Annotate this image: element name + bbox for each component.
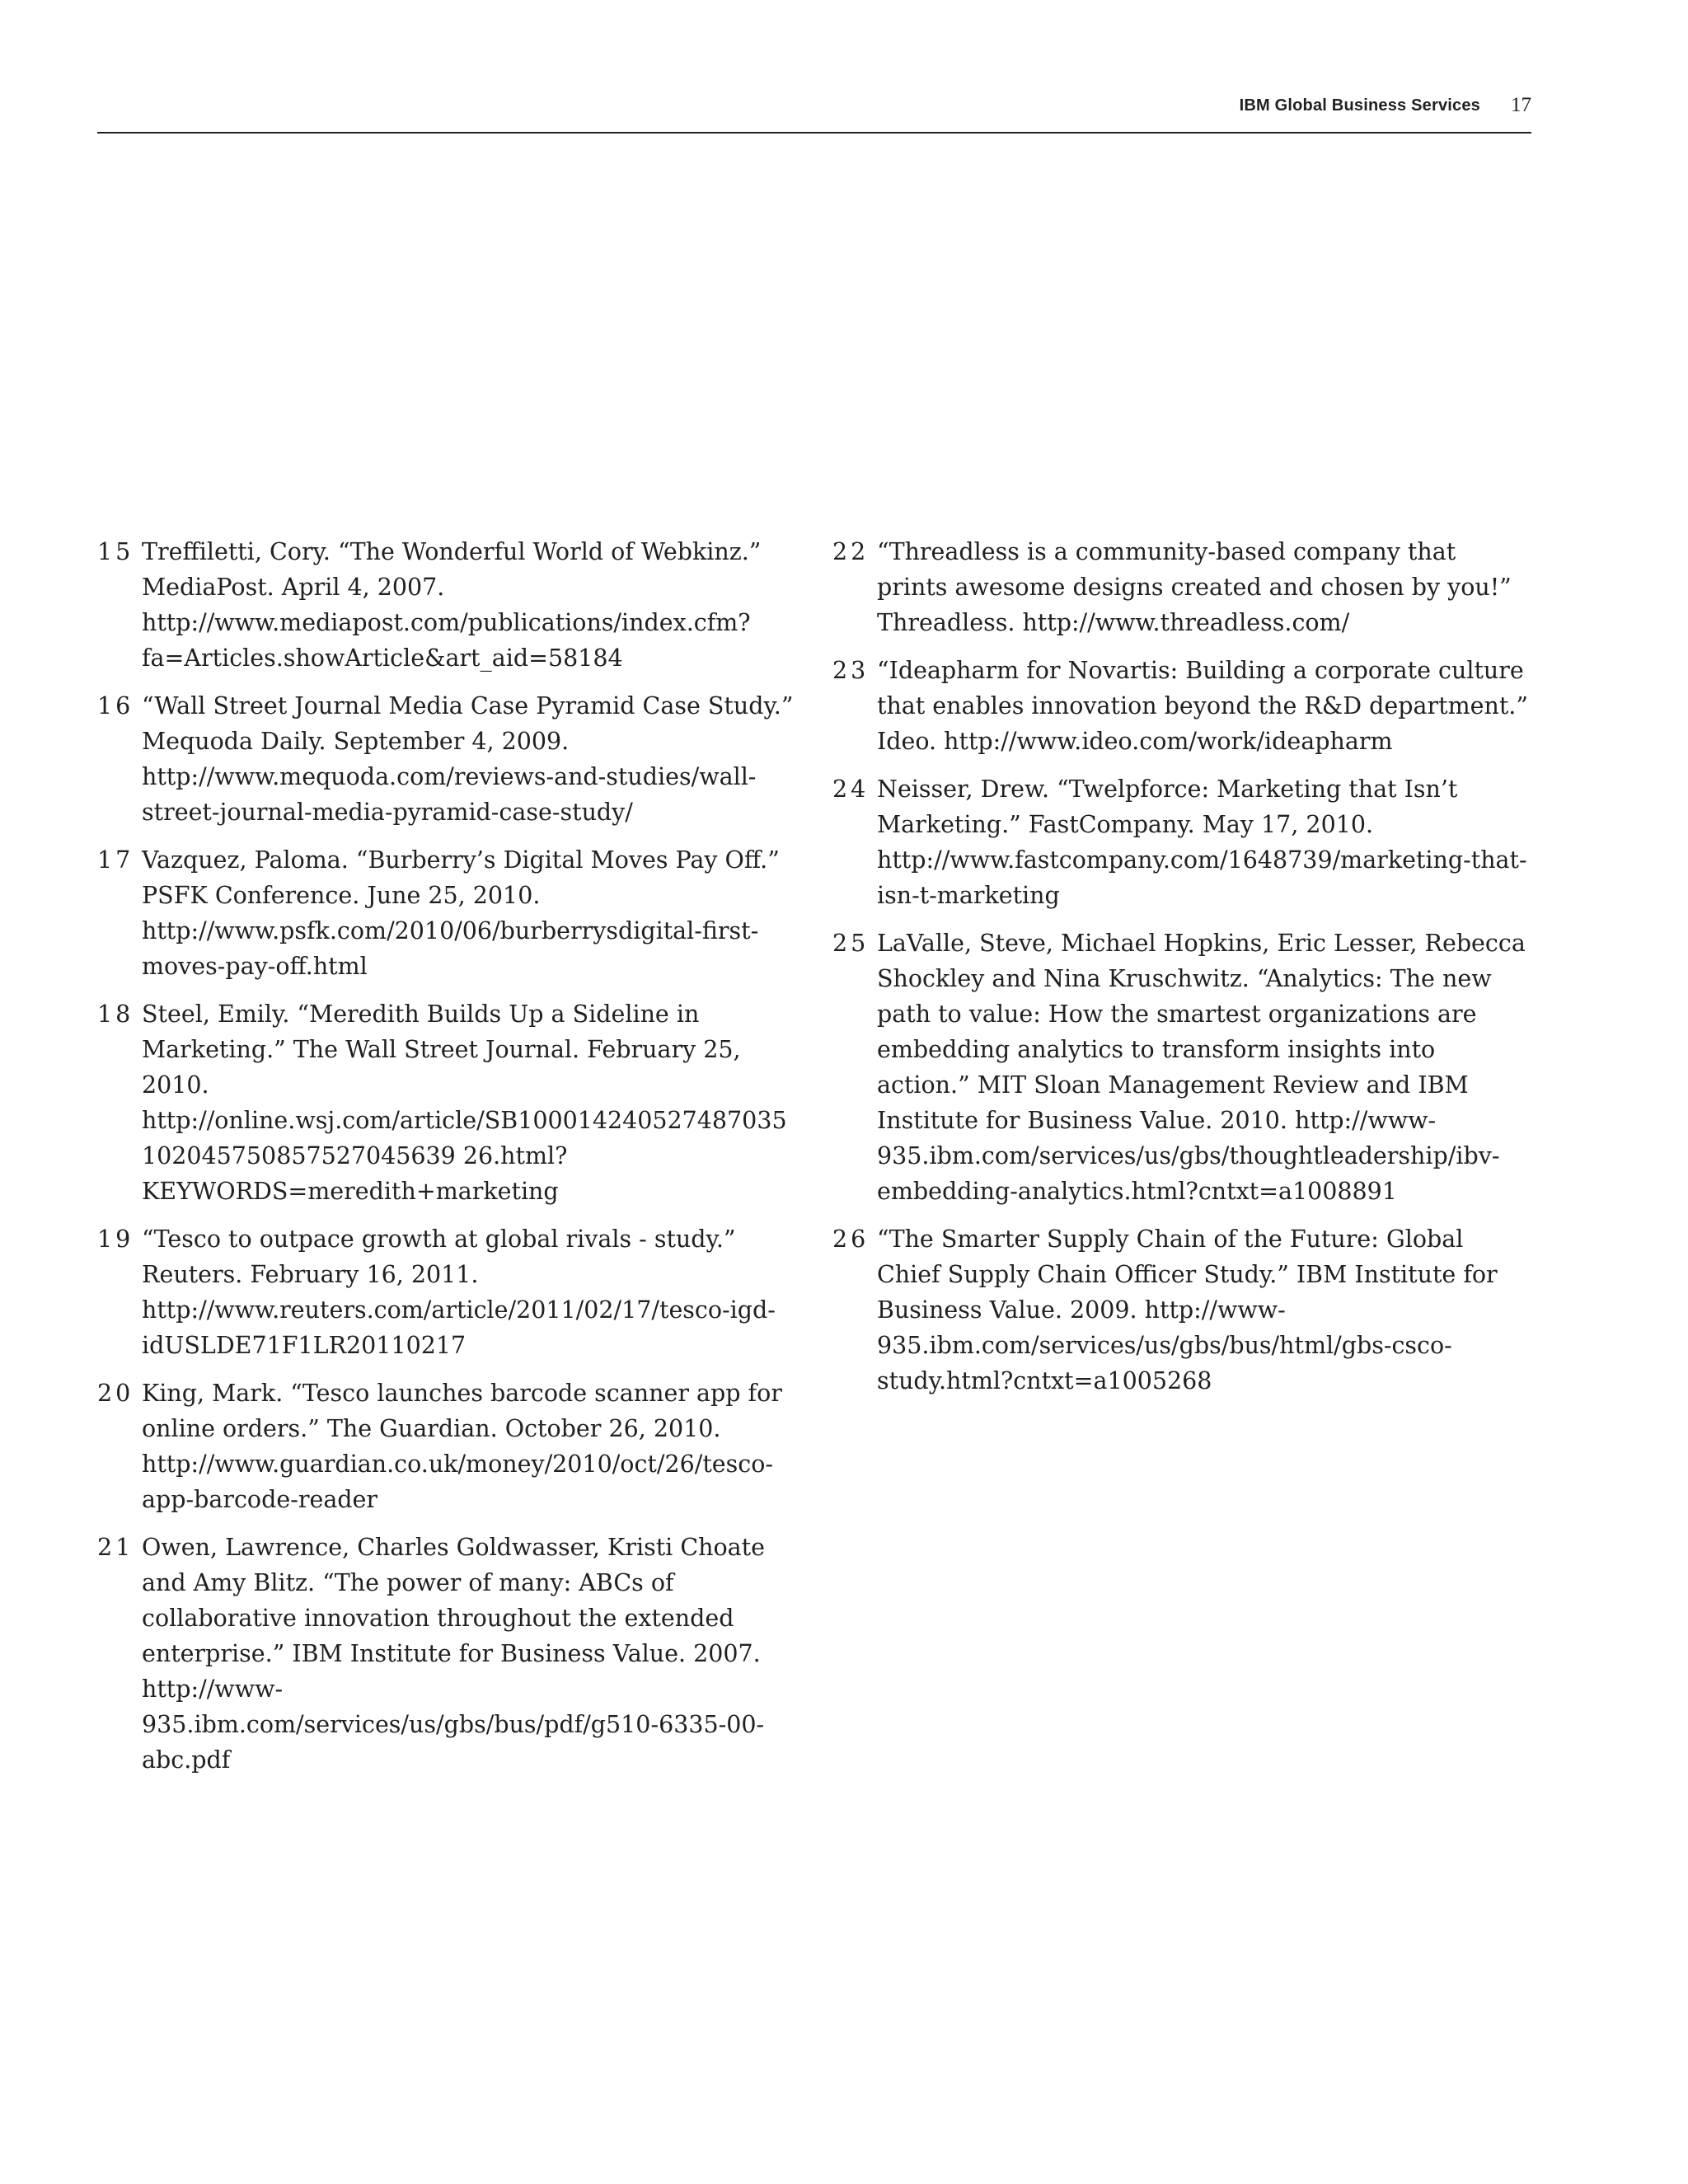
reference-text: “Wall Street Journal Media Case Pyramid Case Study.” Mequoda Daily. September 4, 2009. http://www.mequoda.com/reviews-and-studies/wall-street-journal-media-pyramid-case-study/	[142, 692, 794, 826]
reference-number: 22	[832, 538, 870, 565]
reference-text: King, Mark. “Tesco launches barcode scanner app for online orders.” The Guardian. October 26, 2010. http://www.guardian.co.uk/money/2010/oct/26/tesco-app-barcode-reader	[142, 1380, 782, 1513]
reference-18	[97, 996, 798, 1209]
reference-number: 21	[97, 1534, 134, 1561]
reference-number: 17	[97, 846, 134, 874]
references-left-column	[97, 534, 798, 1790]
reference-number: 18	[97, 1001, 134, 1028]
reference-26	[832, 1221, 1533, 1399]
reference-text: Steel, Emily. “Meredith Builds Up a Sideline in Marketing.” The Wall Street Journal. February 25, 2010. http://online.wsj.com/article/SB100014240527487035102045750857527045639 26.html?KEYWORDS=meredith+marketing	[142, 1001, 787, 1205]
reference-number: 16	[97, 692, 134, 719]
reference-22	[832, 534, 1533, 640]
reference-25	[832, 926, 1533, 1209]
reference-number: 26	[832, 1226, 870, 1253]
reference-21	[97, 1530, 798, 1778]
reference-text: “The Smarter Supply Chain of the Future: Global Chief Supply Chain Officer Study.” IBM Institute for Business Value. 2009. http://www-935.ibm.com/services/us/gbs/bus/html/gbs-csco-study.html?cntxt=a1005268	[877, 1226, 1498, 1394]
reference-19	[97, 1221, 798, 1363]
reference-number: 24	[832, 776, 870, 803]
header-title: IBM Global Business Services	[1239, 96, 1480, 115]
reference-number: 25	[832, 930, 870, 957]
reference-text: “Ideapharm for Novartis: Building a corporate culture that enables innovation beyond the R&D department.” Ideo. http://www.ideo.com/work/ideapharm	[877, 657, 1528, 755]
reference-text: Neisser, Drew. “Twelpforce: Marketing that Isn’t Marketing.” FastCompany. May 17, 2010. http://www.fastcompany.com/1648739/marketing-that-isn-t-marketing	[877, 776, 1527, 909]
reference-23	[832, 653, 1533, 759]
page-number: 17	[1511, 94, 1531, 116]
reference-text: Treffiletti, Cory. “The Wonderful World of Webkinz.” MediaPost. April 4, 2007. http://www.mediapost.com/publications/index.cfm?fa=Articles.showArticle&art_aid=58184	[142, 538, 762, 672]
reference-number: 19	[97, 1226, 134, 1253]
reference-20	[97, 1376, 798, 1517]
reference-number: 23	[832, 657, 870, 684]
reference-text: Vazquez, Paloma. “Burberry’s Digital Moves Pay Off.” PSFK Conference. June 25, 2010. http://www.psfk.com/2010/06/burberrysdigital-first-moves-pay-off.html	[142, 846, 780, 980]
reference-text: LaValle, Steve, Michael Hopkins, Eric Lesser, Rebecca Shockley and Nina Kruschwitz. “Analytics: The new path to value: How the smartest organizations are embedding analytics to transform insights into action.” MIT Sloan Management Review and IBM Institute for Business Value. 2010. http://www-935.ibm.com/services/us/gbs/thoughtleadership/ibv-embedding-analytics.html?cntxt=a1008891	[877, 930, 1526, 1205]
reference-15	[97, 534, 798, 676]
reference-text: “Tesco to outpace growth at global rivals - study.” Reuters. February 16, 2011. http://www.reuters.com/article/2011/02/17/tesco-igd-idUSLDE71F1LR20110217	[142, 1226, 776, 1359]
reference-number: 20	[97, 1380, 134, 1407]
reference-text: “Threadless is a community-based company that prints awesome designs created and chosen by you!” Threadless. http://www.threadless.com/	[877, 538, 1512, 636]
reference-number: 15	[97, 538, 134, 565]
reference-24	[832, 771, 1533, 913]
reference-16	[97, 688, 798, 830]
references-right-column	[832, 534, 1533, 1411]
page-header	[97, 89, 1531, 134]
reference-text: Owen, Lawrence, Charles Goldwasser, Kristi Choate and Amy Blitz. “The power of many: ABCs of collaborative innovation throughout the extended enterprise.” IBM Institute for Business Value. 2007. http://www-935.ibm.com/services/us/gbs/bus/pdf/g510-6335-00-abc.pdf	[142, 1534, 765, 1774]
reference-17	[97, 842, 798, 984]
